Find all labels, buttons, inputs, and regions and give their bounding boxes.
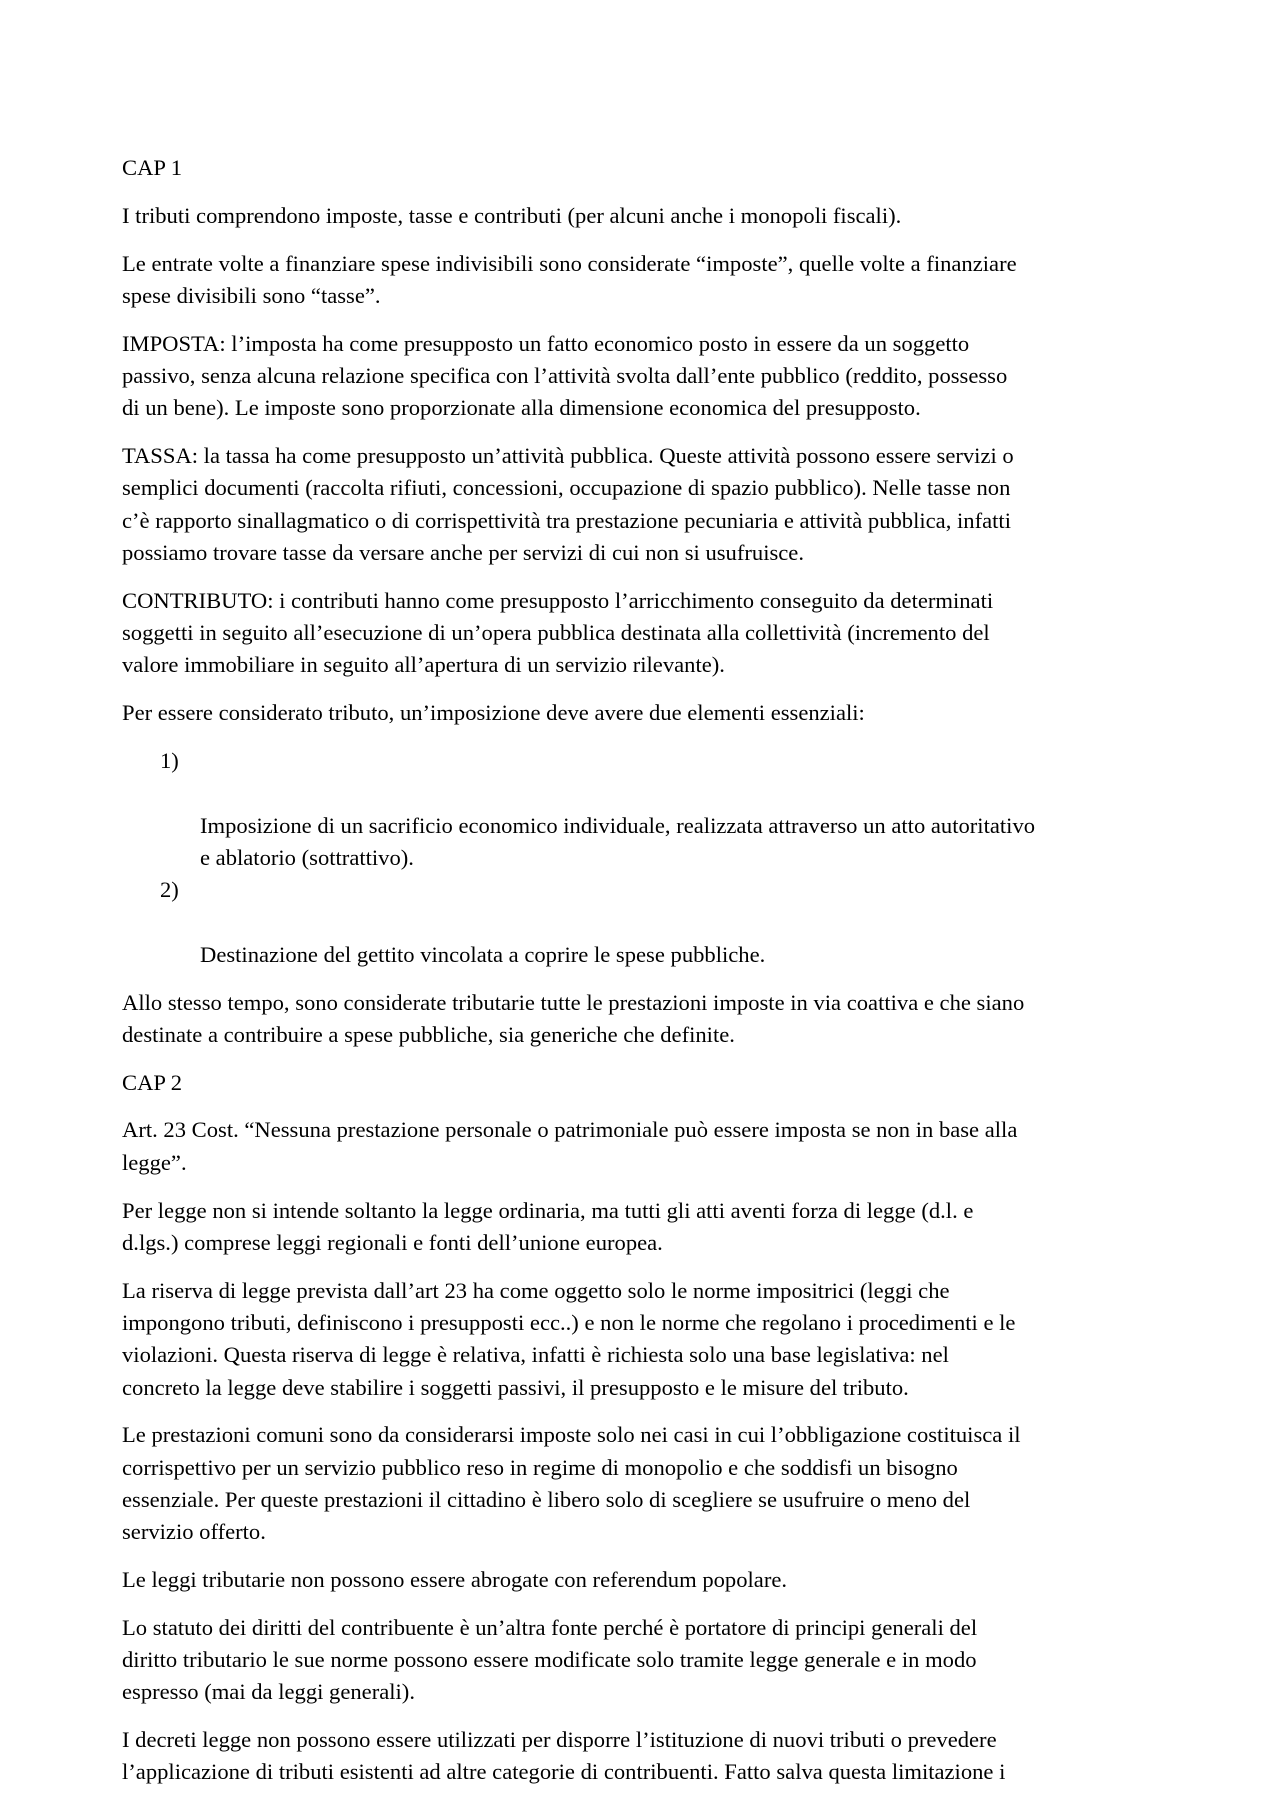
list-item xyxy=(122,745,1172,874)
paragraph-contributo: CONTRIBUTO: i contributi hanno come presupposto l’arricchimento conseguito da determinati soggetti in seguito all’esecuzione di un’opera pubblica destinata alla collettività (incremento del valore immobiliare in seguito all’apertura di un servizio rilevante). xyxy=(122,587,994,678)
paragraph-per-legge: Per legge non si intende soltanto la legge ordinaria, ma tutti gli atti aventi forza di legge (d.l. e d.lgs.) comprese leggi regionali e fonti dell’unione europea. xyxy=(122,1197,974,1255)
paragraph-elementi-essenziali: Per essere considerato tributo, un’imposizione deve avere due elementi essenziali: xyxy=(122,700,865,726)
numbered-list xyxy=(122,745,1172,971)
paragraph-tassa: TASSA: la tassa ha come presupposto un’attività pubblica. Queste attività possono essere servizi o semplici documenti (raccolta rifiuti, concessioni, occupazione di spazio pubblico). Nelle tasse non c’è rapporto sinallagmatico o di corrispettività tra prestazione pecuniaria e attività pubblica, infatti possiamo trovare tasse da versare anche per servizi di cui non si usufruisce. xyxy=(122,443,1014,565)
list-item-text: Destinazione del gettito vincolata a coprire le spese pubbliche. xyxy=(200,941,766,967)
paragraph-entrate: Le entrate volte a finanziare spese indivisibili sono considerate “imposte”, quelle volte a finanziare spese divisibili sono “tasse”. xyxy=(122,250,1017,308)
list-item-text: Imposizione di un sacrificio economico individuale, realizzata attraverso un atto autoritativo e ablatorio (sottrattivo). xyxy=(200,812,1036,870)
paragraph-art-23: Art. 23 Cost. “Nessuna prestazione personale o patrimoniale può essere imposta se non in base alla legge”. xyxy=(122,1117,1018,1175)
paragraph-referendum: Le leggi tributarie non possono essere abrogate con referendum popolare. xyxy=(122,1566,788,1592)
list-item-number: 2) xyxy=(160,877,179,903)
paragraph-decreti-legge: I decreti legge non possono essere utilizzati per disporre l’istituzione di nuovi tributi o prevedere l’applicazione di tributi esistenti ad altre categorie di contribuenti. Fatto salva questa limitazione i xyxy=(122,1727,1006,1785)
list-item xyxy=(122,874,1172,971)
paragraph-prestazioni-coattive: Allo stesso tempo, sono considerate tributarie tutte le prestazioni imposte in via coattiva e che siano destinate a contribuire a spese pubbliche, sia generiche che definite. xyxy=(122,989,1025,1047)
paragraph-prestazioni-comuni: Le prestazioni comuni sono da considerarsi imposte solo nei casi in cui l’obbligazione costituisca il corrispettivo per un servizio pubblico reso in regime di monopolio e che soddisfi un bisogno essenziale. Per queste prestazioni il cittadino è libero solo di scegliere se usufruire o meno del servizio offerto. xyxy=(122,1422,1021,1545)
document-page xyxy=(122,152,1172,1804)
paragraph-statuto-contribuente: Lo statuto dei diritti del contribuente è un’altra fonte perché è portatore di principi generali del diritto tributario le sue norme possono essere modificate solo tramite legge generale e in modo espresso (mai da leggi generali). xyxy=(122,1614,978,1705)
paragraph-riserva-di-legge: La riserva di legge prevista dall’art 23 ha come oggetto solo le norme impositrici (leggi che impongono tributi, definiscono i presupposti ecc..) e non le norme che regolano i procedimenti e le violazioni. Questa riserva di legge è relativa, infatti è richiesta solo una base legislativa: nel concreto la legge deve stabilire i soggetti passivi, il presupposto e le misure del tributo. xyxy=(122,1277,1016,1400)
list-item-number: 1) xyxy=(160,747,179,773)
paragraph-imposta: IMPOSTA: l’imposta ha come presupposto un fatto economico posto in essere da un soggetto passivo, senza alcuna relazione specifica con l’attività svolta dall’ente pubblico (reddito, possesso di un bene). Le imposte sono proporzionate alla dimensione economica del presupposto. xyxy=(122,330,1008,421)
chapter-2-heading: CAP 2 xyxy=(122,1069,183,1095)
paragraph-tributi: I tributi comprendono imposte, tasse e contributi (per alcuni anche i monopoli fiscali). xyxy=(122,202,902,228)
chapter-1-heading: CAP 1 xyxy=(122,155,183,180)
